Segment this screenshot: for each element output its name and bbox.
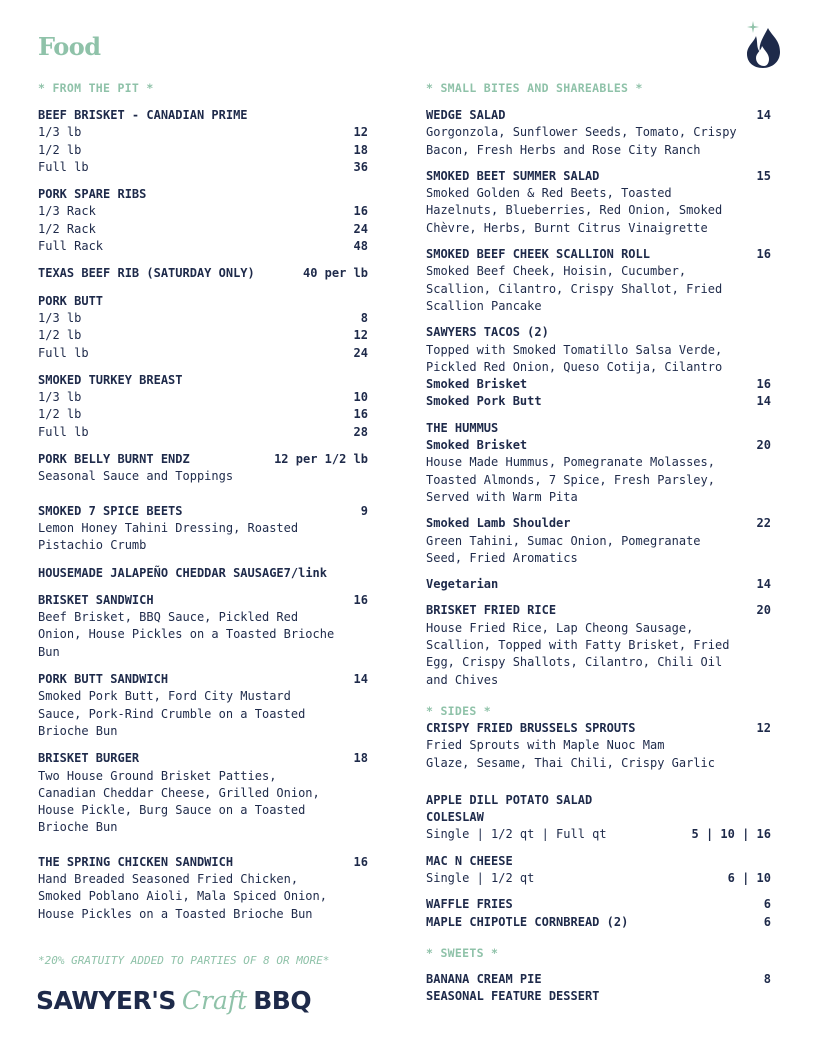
menu-item-pork-butt-sandwich [38, 671, 368, 740]
option-label: Smoked Brisket [426, 438, 528, 453]
price: 16 [353, 854, 368, 869]
price: 36 [353, 159, 368, 174]
price: 14 [756, 108, 771, 122]
item-name: BEEF BRISKET - CANADIAN PRIME [38, 108, 248, 122]
size-label: Full lb [38, 424, 89, 439]
menu-item-brisket-burger [38, 750, 368, 836]
price: 10 [353, 390, 368, 405]
price: 40 per lb [302, 266, 368, 281]
size-label: 1/2 lb [38, 142, 82, 157]
item-name: CRISPY FRIED BRUSSELS SPROUTS [426, 720, 636, 735]
item-description: House Fried Rice, Lap Cheong Sausage, Scallion, Topped with Fatty Brisket, Fried Egg, Crispy Shallots, Cilantro, Chili Oil and Chives [426, 620, 730, 687]
price: 20 [756, 438, 771, 453]
item-description: Hand Breaded Seasoned Fried Chicken, Smoked Poblano Aioli, Mala Spiced Onion, House Pickles on a Toasted Brioche Bun [38, 871, 327, 921]
price: 22 [756, 516, 771, 531]
item-name: BRISKET BURGER [38, 751, 140, 766]
item-description: Smoked Pork Butt, Ford City Mustard Sauce, Pork-Rind Crumble on a Toasted Brioche Bun [38, 689, 306, 738]
price: 15 [756, 168, 771, 183]
price: 20 [756, 603, 771, 618]
option-label: Smoked Lamb Shoulder [426, 516, 571, 531]
flame-logo-icon [742, 18, 786, 70]
price: 6 [763, 914, 771, 929]
price: 14 [756, 577, 771, 592]
size-label: 1/2 lb [38, 407, 82, 422]
menu-item-texas-beef-rib [38, 265, 368, 282]
option-label: Smoked Pork Butt [426, 394, 542, 409]
item-description: House Made Hummus, Pomegranate Molasses, Toasted Almonds, 7 Spice, Fresh Parsley, Served with Warm Pita [426, 455, 715, 504]
item-name: COLESLAW [426, 810, 484, 825]
size-label: Full lb [38, 345, 89, 360]
section-heading-sides: * SIDES * [426, 703, 492, 718]
item-name: SEASONAL FEATURE DESSERT [426, 989, 600, 1004]
item-description: Topped with Smoked Tomatillo Salsa Verde, Pickled Red Onion, Queso Cotija, Cilantro [426, 342, 723, 374]
price: 24 [353, 221, 368, 236]
item-description: Smoked Golden & Red Beets, Toasted Hazelnuts, Blueberries, Red Onion, Smoked Chèvre, Herbs, Burnt Citrus Vinaigrette [426, 186, 723, 235]
size-label: Full Rack [38, 239, 104, 254]
size-label: 1/3 lb [38, 125, 82, 140]
menu-item-smoked-beet-summer-salad [426, 168, 771, 237]
price: 7/link [283, 565, 327, 580]
menu-item-potato-salad-coleslaw [426, 792, 771, 844]
price: 8 [763, 971, 771, 986]
brand-name-part: SAWYER'S [36, 985, 176, 1015]
item-name: MAC N CHEESE [426, 853, 513, 868]
item-name: WAFFLE FRIES [426, 897, 513, 912]
item-name: PORK SPARE RIBS [38, 187, 147, 202]
item-description: Seasonal Sauce and Toppings [38, 469, 234, 484]
menu-item-pork-spare-ribs [38, 186, 368, 255]
menu-item-beef-brisket [38, 107, 368, 176]
item-name: SMOKED BEET SUMMER SALAD [426, 168, 600, 183]
item-name: SMOKED TURKEY BREAST [38, 372, 183, 387]
menu-item-desserts [426, 971, 771, 1006]
item-description: Gorgonzola, Sunflower Seeds, Tomato, Crispy Bacon, Fresh Herbs and Rose City Ranch [426, 125, 737, 157]
brand-name-script: Craft [181, 985, 248, 1015]
menu-item-the-hummus [426, 420, 771, 594]
price: 12 [756, 720, 771, 735]
item-description: Green Tahini, Sumac Onion, Pomegranate Seed, Fried Aromatics [426, 533, 701, 565]
price: 9 [360, 503, 368, 518]
item-name: BANANA CREAM PIE [426, 971, 542, 986]
item-description: Beef Brisket, BBQ Sauce, Pickled Red Onion, House Pickles on a Toasted Brioche Bun [38, 610, 335, 659]
right-column [426, 80, 771, 1005]
price: 12 [353, 328, 368, 343]
menu-item-jalapeno-cheddar-sausage [38, 565, 368, 582]
size-label: 1/3 Rack [38, 204, 96, 219]
item-name: BRISKET FRIED RICE [426, 603, 557, 618]
menu-item-pork-belly-burnt-endz [38, 451, 368, 486]
item-name: PORK BELLY BURNT ENDZ [38, 452, 190, 467]
brand-name-part: BBQ [253, 985, 312, 1015]
menu-item-pork-butt [38, 293, 368, 362]
item-name: APPLE DILL POTATO SALAD [426, 792, 593, 807]
gratuity-notice: *20% GRATUITY ADDED TO PARTIES OF 8 OR MORE* [38, 954, 330, 967]
brand-logo [36, 982, 311, 1018]
menu-item-mac-n-cheese [426, 853, 771, 888]
price: 28 [353, 424, 368, 439]
price: 18 [353, 751, 368, 766]
item-name: BRISKET SANDWICH [38, 592, 154, 607]
size-label: 1/2 lb [38, 328, 82, 343]
page-title: Food [38, 32, 101, 61]
price: 18 [353, 142, 368, 157]
price: 24 [353, 345, 368, 360]
item-name: PORK BUTT SANDWICH [38, 672, 169, 687]
item-name: MAPLE CHIPOTLE CORNBREAD (2) [426, 914, 629, 929]
menu-item-brisket-fried-rice [426, 602, 771, 688]
item-name: THE SPRING CHICKEN SANDWICH [38, 854, 234, 869]
menu-item-brussels-sprouts [426, 720, 771, 772]
menu-item-brisket-sandwich [38, 592, 368, 661]
price: 12 [353, 125, 368, 140]
option-label: Smoked Brisket [426, 377, 528, 392]
price: 16 [756, 377, 771, 392]
left-column [38, 80, 368, 923]
price: 14 [353, 672, 368, 687]
option-label: Vegetarian [426, 577, 499, 592]
price: 16 [353, 592, 368, 607]
price: 16 [353, 204, 368, 219]
menu-item-wedge-salad [426, 107, 771, 159]
size-label: 1/2 Rack [38, 221, 96, 236]
size-options: Single | 1/2 qt | Full qt [426, 827, 607, 842]
item-description: Fried Sprouts with Maple Nuoc Mam Glaze, Sesame, Thai Chili, Crispy Garlic [426, 738, 715, 770]
item-name: SMOKED BEEF CHEEK SCALLION ROLL [426, 247, 650, 262]
menu-item-fries-cornbread [426, 896, 771, 931]
size-label: 1/3 lb [38, 390, 82, 405]
item-name: TEXAS BEEF RIB (SATURDAY ONLY) [38, 266, 255, 281]
size-options: Single | 1/2 qt [426, 870, 535, 885]
price: 14 [756, 394, 771, 409]
size-label: 1/3 lb [38, 310, 82, 325]
section-heading-small-bites: * SMALL BITES AND SHAREABLES * [426, 81, 643, 95]
menu-item-smoked-7-spice-beets [38, 503, 368, 555]
item-name: SAWYERS TACOS (2) [426, 325, 549, 340]
menu-item-beef-cheek-scallion-roll [426, 246, 771, 315]
price: 16 [756, 247, 771, 262]
price: 12 per 1/2 lb [274, 452, 368, 467]
item-name: WEDGE SALAD [426, 108, 506, 122]
menu-item-smoked-turkey-breast [38, 372, 368, 441]
item-name: PORK BUTT [38, 293, 104, 308]
price: 8 [360, 310, 368, 325]
price: 16 [353, 407, 368, 422]
price: 48 [353, 239, 368, 254]
menu-item-sawyers-tacos [426, 324, 771, 410]
price: 5 | 10 | 16 [691, 827, 771, 842]
price: 6 | 10 [727, 870, 771, 885]
item-description: Two House Ground Brisket Patties, Canadian Cheddar Cheese, Grilled Onion, House Pickle, Burg Sauce on a Toasted Brioche Bun [38, 768, 320, 835]
menu-item-spring-chicken-sandwich [38, 854, 368, 923]
item-description: Smoked Beef Cheek, Hoisin, Cucumber, Scallion, Cilantro, Crispy Shallot, Fried Scallion Pancake [426, 264, 723, 313]
item-name: THE HUMMUS [426, 420, 499, 435]
section-heading-sweets: * SWEETS * [426, 945, 499, 960]
item-description: Lemon Honey Tahini Dressing, Roasted Pistachio Crumb [38, 520, 299, 553]
item-name: SMOKED 7 SPICE BEETS [38, 503, 183, 518]
size-label: Full lb [38, 159, 89, 174]
price: 6 [763, 897, 771, 912]
item-name: HOUSEMADE JALAPEÑO CHEDDAR SAUSAGE [38, 565, 284, 580]
section-heading-from-the-pit: * FROM THE PIT * [38, 81, 154, 95]
